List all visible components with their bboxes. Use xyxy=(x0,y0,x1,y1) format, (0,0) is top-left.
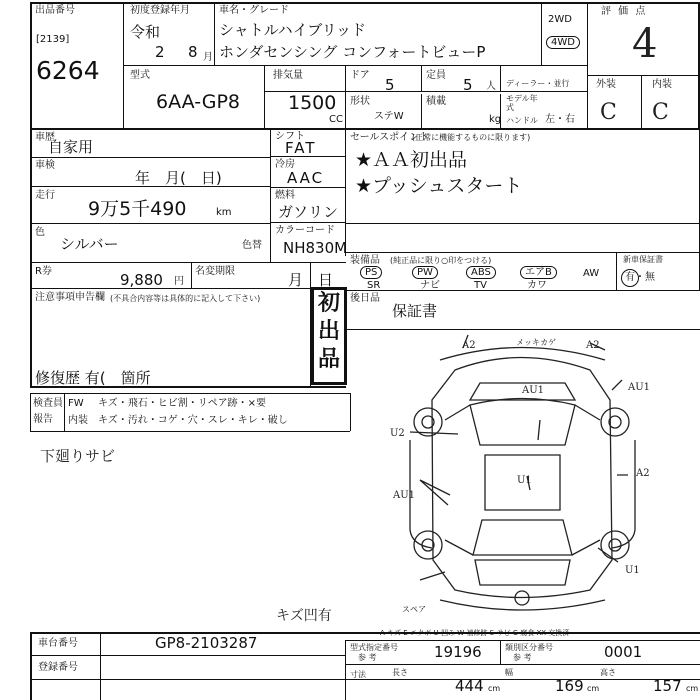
equip-airbag: エアB xyxy=(520,266,557,279)
inspection-value: 年 月( 日) xyxy=(135,169,222,187)
recycle-value: 9,880 xyxy=(120,271,163,289)
shift-label: シフト xyxy=(275,131,305,142)
ac-label: 冷房 xyxy=(275,159,295,170)
type-spec-sub: 参 考 xyxy=(358,653,377,662)
history-label: 車歴 xyxy=(35,132,55,143)
category-value: 0001 xyxy=(604,643,643,661)
capacity-value: 5 xyxy=(463,76,473,94)
inspector-label-2: 報告 xyxy=(33,414,53,425)
handle-value: 左・右 xyxy=(545,114,575,125)
mark-au1-right-fender: AU1 xyxy=(628,382,651,393)
lot-label: 出品番号 xyxy=(35,5,75,16)
score-value: 4 xyxy=(632,21,658,67)
repair-history: 修復歴 有( 箇所 xyxy=(35,369,151,387)
height-value: 157 xyxy=(653,677,682,695)
category-sub: 参 考 xyxy=(513,653,532,662)
equip-abs: ABS xyxy=(466,266,496,279)
load-unit: kg xyxy=(489,114,502,125)
color-code-label: カラーコード xyxy=(275,225,335,236)
car-name: シャトルハイブリッド xyxy=(219,21,367,39)
cc-unit: CC xyxy=(329,114,343,125)
color-value: シルバー xyxy=(60,235,119,253)
width-label: 幅 xyxy=(505,668,513,677)
height-label: 高さ xyxy=(600,668,616,677)
reg-year: 2 xyxy=(155,43,165,61)
dealer-label: ディーラー・並行 xyxy=(506,79,570,88)
damage-legend: A-キズ E-エクボ U-凹み W-補修跡 S-サビ C-腐食 XX-交換済 xyxy=(380,629,570,637)
lot-number: 6264 xyxy=(36,56,100,85)
spare-label: スペア xyxy=(402,605,426,614)
displacement-value: 1500 xyxy=(288,92,337,114)
size-label: 寸法 xyxy=(350,670,366,679)
mileage-unit: km xyxy=(216,207,232,218)
mark-au1-hood: AU1 xyxy=(522,385,545,396)
name-change-value: 月 日 xyxy=(288,271,334,289)
mileage-value: 9万5千490 xyxy=(88,198,187,220)
sales-label: セールスポイント xyxy=(350,132,430,143)
type-spec-value: 19196 xyxy=(434,643,482,661)
mark-u1-rear: U1 xyxy=(625,565,640,576)
fw-label: FW xyxy=(68,398,84,409)
category-label: 類別区分番号 xyxy=(505,643,553,652)
height-unit: cm xyxy=(686,684,699,693)
model-year-label: モデル年式 xyxy=(506,94,538,112)
reg-number-label: 登録番号 xyxy=(38,662,78,673)
equip-aw: AW xyxy=(583,268,600,279)
fuel-label: 燃料 xyxy=(275,190,295,201)
capacity-unit: 人 xyxy=(486,81,496,92)
load-label: 積載 xyxy=(426,96,446,107)
interior-items: キズ・汚れ・コゲ・穴・スレ・キレ・破し xyxy=(98,415,288,426)
length-value: 444 xyxy=(455,677,484,695)
equip-navi: ナビ xyxy=(420,280,440,291)
shape-label: 形状 xyxy=(350,96,370,107)
type-spec-label: 型式指定番号 xyxy=(350,643,398,652)
displacement-label: 排気量 xyxy=(273,70,303,81)
warranty-value: 有・無 xyxy=(625,272,655,283)
interior-row-label: 内装 xyxy=(68,415,88,426)
sales-sub: (正常に機能するものに限ります) xyxy=(412,133,531,142)
car-name-label: 車名・グレード xyxy=(219,5,289,16)
reg-month: 8 xyxy=(188,43,198,61)
drive-2wd: 2WD xyxy=(548,14,572,25)
ac-value: AAC xyxy=(287,169,325,187)
notes-label: 注意事項申告欄 xyxy=(35,292,105,303)
recycle-label: R券 xyxy=(35,266,52,277)
underbody-note: 下廻りサビ xyxy=(40,447,116,465)
equip-tv: TV xyxy=(474,280,487,291)
width-unit: cm xyxy=(587,684,600,693)
doors-label: ドア xyxy=(350,70,370,81)
model-label: 型式 xyxy=(130,70,150,81)
interior-label: 内装 xyxy=(652,79,672,90)
length-unit: cm xyxy=(488,684,501,693)
fuel-value: ガソリン xyxy=(278,203,339,221)
mark-au1-left-door: AU1 xyxy=(393,490,416,501)
era: 令和 xyxy=(130,23,161,41)
exterior-label: 外装 xyxy=(596,79,616,90)
history-value: 自家用 xyxy=(48,138,94,156)
grade: ホンダセンシング コンフォートビューP xyxy=(219,43,486,61)
month-unit: 月 xyxy=(203,52,213,63)
equipment-sub: (純正品に限り○印をつける) xyxy=(390,256,492,265)
model-value: 6AA-GP8 xyxy=(156,91,241,113)
lot-sub: [2139] xyxy=(36,34,70,45)
mark-plating: メッキカゲ xyxy=(516,338,556,347)
equip-pw: PW xyxy=(412,266,438,279)
stamp-char-1: 初 xyxy=(317,291,340,316)
damage-note: キズ凹有 xyxy=(276,608,332,624)
interior-grade: C xyxy=(652,100,669,125)
stamp-char-3: 品 xyxy=(317,347,340,372)
mileage-label: 走行 xyxy=(35,190,55,201)
equip-leather: カワ xyxy=(527,280,547,291)
fw-items: キズ・飛石・ヒビ割・リペア跡・×要 xyxy=(98,398,266,409)
warranty-label: 新車保証書 xyxy=(623,255,663,264)
mark-a2-front-right: A2 xyxy=(586,340,600,351)
notes-sub: (不具合内容等は具体的に記入して下さい) xyxy=(110,294,261,303)
chassis-label: 車台番号 xyxy=(38,638,78,649)
first-reg-label: 初度登録年月 xyxy=(130,5,190,16)
chassis-value: GP8-2103287 xyxy=(155,634,258,652)
handle-label: ハンドル xyxy=(506,116,538,125)
equip-sr: SR xyxy=(367,280,381,291)
mark-u1-roof: U1 xyxy=(517,475,532,486)
inspector-label-1: 検査員 xyxy=(33,398,63,409)
color-change-label: 色替 xyxy=(242,240,262,251)
sales-point-2: ★プッシュスタート xyxy=(355,175,523,197)
documents-label: 後日品 xyxy=(350,293,380,304)
exterior-grade: C xyxy=(600,100,617,125)
equip-ps: PS xyxy=(360,266,382,279)
shape-value: ステW xyxy=(374,111,404,122)
mark-a2-right-door: A2 xyxy=(636,468,650,479)
color-code-value: NH830M xyxy=(283,239,348,257)
recycle-unit: 円 xyxy=(174,276,184,287)
name-change-label: 名変期限 xyxy=(195,266,235,277)
color-label: 色 xyxy=(35,227,45,238)
documents-value: 保証書 xyxy=(392,302,438,320)
mark-a2-front-left: A2 xyxy=(462,340,476,351)
shift-value: FAT xyxy=(285,139,317,157)
inspection-label: 車検 xyxy=(35,160,55,171)
length-label: 長さ xyxy=(392,668,408,677)
stamp-char-2: 出 xyxy=(317,319,340,344)
sales-point-1: ★ＡＡ初出品 xyxy=(355,149,468,171)
equipment-label: 装備品 xyxy=(350,255,380,266)
mark-u2-left: U2 xyxy=(390,428,405,439)
width-value: 169 xyxy=(555,677,584,695)
score-label: 評 価 点 xyxy=(601,6,648,17)
capacity-label: 定員 xyxy=(426,70,446,81)
doors-value: 5 xyxy=(385,76,395,94)
drive-4wd-circled: 4WD xyxy=(546,36,580,49)
